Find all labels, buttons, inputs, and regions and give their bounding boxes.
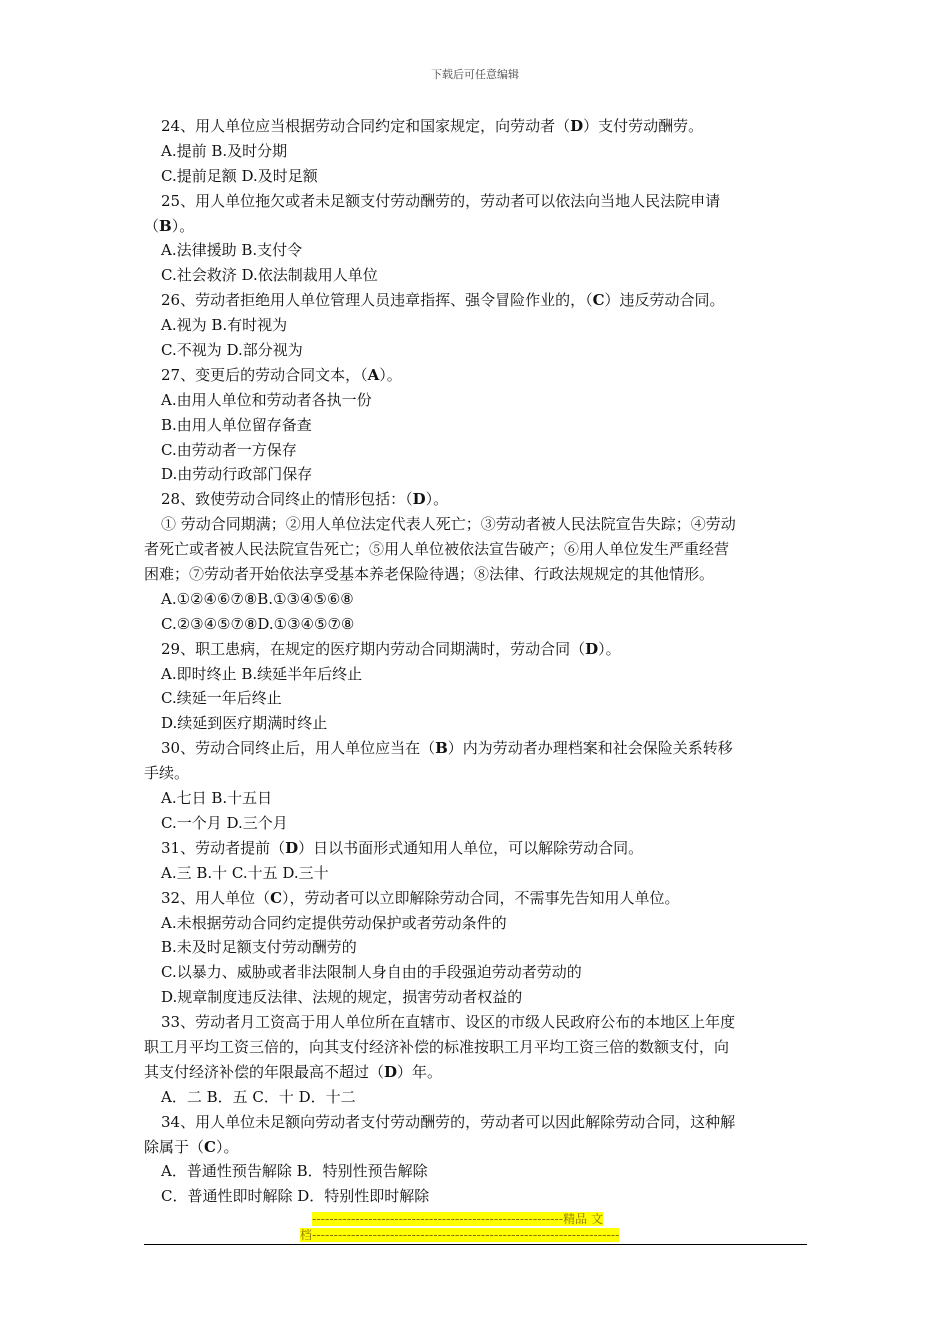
- line-text-end: ）支付劳动酬劳。: [583, 117, 704, 135]
- option-line: A．普通性预告解除 B．特别性预告解除: [161, 1162, 428, 1181]
- option-line: ① 劳动合同期满；②用人单位法定代表人死亡；③劳动者被人民法院宣告失踪；④劳动: [161, 515, 736, 534]
- answer-letter: B: [159, 216, 172, 235]
- continuation-line: 困难；⑦劳动者开始依法享受基本养老保险待遇；⑧法律、行政法规规定的其他情形。: [144, 565, 715, 584]
- option-line: A.七日 B.十五日: [161, 789, 273, 808]
- footer-highlight-1: ----------------------------------------------------------精品 文: [312, 1212, 603, 1226]
- continuation-line: 者死亡或者被人民法院宣告死亡；⑤用人单位被依法宣告破产；⑥用人单位发生严重经营: [144, 540, 730, 559]
- option-line: C.不视为 D.部分视为: [161, 341, 303, 360]
- question-line: [144, 736, 807, 761]
- line-text-end: ）违反劳动合同。: [604, 291, 725, 310]
- option-line: C.②③④⑤⑦⑧D.①③④⑤⑦⑧: [161, 614, 355, 633]
- line-text: 29、职工患病，在规定的医疗期内劳动合同期满时，劳动合同（: [161, 639, 586, 658]
- page-header: 下载后可任意编辑: [431, 68, 519, 81]
- option-line: C.以暴力、威胁或者非法限制人身自由的手段强迫劳动者劳动的: [161, 963, 582, 982]
- line-text: 30、劳动合同终止后，用人单位应当在（: [161, 739, 436, 758]
- line-text: 26、劳动者拒绝用人单位管理人员违章指挥、强令冒险作业的，（: [161, 291, 593, 310]
- line-text: 除属于（: [144, 1137, 205, 1156]
- line-text-end: ）。: [171, 216, 195, 235]
- answer-letter: D: [585, 639, 599, 658]
- option-line: A.由用人单位和劳动者各执一份: [161, 390, 372, 409]
- option-line: C.提前足额 D.及时足额: [161, 166, 318, 185]
- footer-rule: [144, 1244, 807, 1245]
- footer-line-1: [300, 1211, 650, 1227]
- option-line: D.由劳动行政部门保存: [161, 465, 313, 484]
- option-line: B.未及时足额支付劳动酬劳的: [161, 938, 357, 957]
- line-text: 34、用人单位未足额向劳动者支付劳动酬劳的，劳动者可以因此解除劳动合同，这种解: [161, 1112, 736, 1131]
- line-text: （: [144, 216, 160, 235]
- continuation-line: 职工月平均工资三倍的，向其支付经济补偿的标准按职工月平均工资三倍的数额支付，向: [144, 1037, 730, 1056]
- question-line: [144, 114, 807, 139]
- answer-letter: D: [570, 117, 584, 135]
- line-text-end: ）年。: [397, 1062, 443, 1081]
- continuation-line: 手续。: [144, 764, 190, 783]
- option-line: A.法律援助 B.支付令: [161, 241, 303, 260]
- footer-highlight-2: 档-----------------------------------------------------------------------: [300, 1228, 620, 1242]
- answer-letter: C: [204, 1137, 216, 1156]
- question-line: [144, 1010, 807, 1035]
- line-text: 28、致使劳动合同终止的情形包括：（: [161, 490, 413, 509]
- option-line: C.社会救济 D.依法制裁用人单位: [161, 266, 378, 285]
- option-line: A.三 B.十 C.十五 D.三十: [161, 863, 329, 882]
- line-text: 31、劳动者提前（: [161, 838, 286, 857]
- line-text-end: ）日以书面形式通知用人单位，可以解除劳动合同。: [298, 838, 644, 857]
- line-text-end: ）内为劳动者办理档案和社会保险关系转移: [447, 739, 733, 758]
- line-text-end: ）。: [425, 490, 449, 509]
- line-text-end: ）。: [215, 1137, 239, 1156]
- question-line: [144, 189, 807, 214]
- page-footer: [300, 1211, 650, 1243]
- option-line: A.即时终止 B.续延半年后终止: [161, 664, 363, 683]
- line-text: 其支付经济补偿的年限最高不超过（: [144, 1062, 385, 1081]
- question-line: [144, 637, 807, 662]
- option-line: A.提前 B.及时分期: [161, 141, 288, 160]
- continuation-line: [144, 1135, 807, 1160]
- answer-letter: A: [367, 365, 380, 384]
- answer-letter: D: [412, 490, 426, 509]
- option-line: D.续延到医疗期满时终止: [161, 714, 328, 733]
- question-line: [144, 886, 807, 911]
- option-line: C.续延一年后终止: [161, 689, 282, 708]
- answer-letter: B: [435, 739, 448, 758]
- option-line: A．二 B．五 C．十 D．十二: [161, 1087, 356, 1106]
- question-line: [144, 1110, 807, 1135]
- option-line: C．普通性即时解除 D．特别性即时解除: [161, 1187, 430, 1206]
- line-text-end: ）。: [379, 365, 402, 384]
- option-line: C.一个月 D.三个月: [161, 813, 288, 832]
- continuation-line: [144, 214, 807, 239]
- option-line: A.未根据劳动合同约定提供劳动保护或者劳动条件的: [161, 913, 507, 932]
- continuation-line: [144, 1060, 807, 1085]
- line-text-end: ）。: [598, 639, 621, 658]
- answer-letter: C: [592, 291, 605, 310]
- line-text: 25、用人单位拖欠或者未足额支付劳动酬劳的，劳动者可以依法向当地人民法院申请: [161, 191, 721, 210]
- question-line: [144, 363, 807, 388]
- question-line: [144, 836, 807, 861]
- question-line: [144, 288, 807, 313]
- line-text: 32、用人单位（: [161, 888, 271, 907]
- option-line: D.规章制度违反法律、法规的规定，损害劳动者权益的: [161, 988, 523, 1007]
- line-text: 24、用人单位应当根据劳动合同约定和国家规定，向劳动者（: [161, 117, 571, 135]
- option-line: C.由劳动者一方保存: [161, 440, 297, 459]
- answer-letter: D: [384, 1062, 398, 1081]
- document-body: [144, 114, 807, 1209]
- line-text: 27、变更后的劳动合同文本，（: [161, 365, 368, 384]
- option-line: A.①②④⑥⑦⑧B.①③④⑤⑥⑧: [161, 589, 354, 608]
- footer-line-2: [300, 1227, 650, 1243]
- line-text-end: ），劳动者可以立即解除劳动合同，不需事先告知用人单位。: [282, 888, 680, 907]
- question-line: [144, 487, 807, 512]
- answer-letter: C: [270, 888, 283, 907]
- answer-letter: D: [285, 838, 299, 857]
- option-line: B.由用人单位留存备查: [161, 415, 312, 434]
- option-line: A.视为 B.有时视为: [161, 316, 288, 335]
- line-text: 33、劳动者月工资高于用人单位所在直辖市、设区的市级人民政府公布的本地区上年度: [161, 1013, 736, 1032]
